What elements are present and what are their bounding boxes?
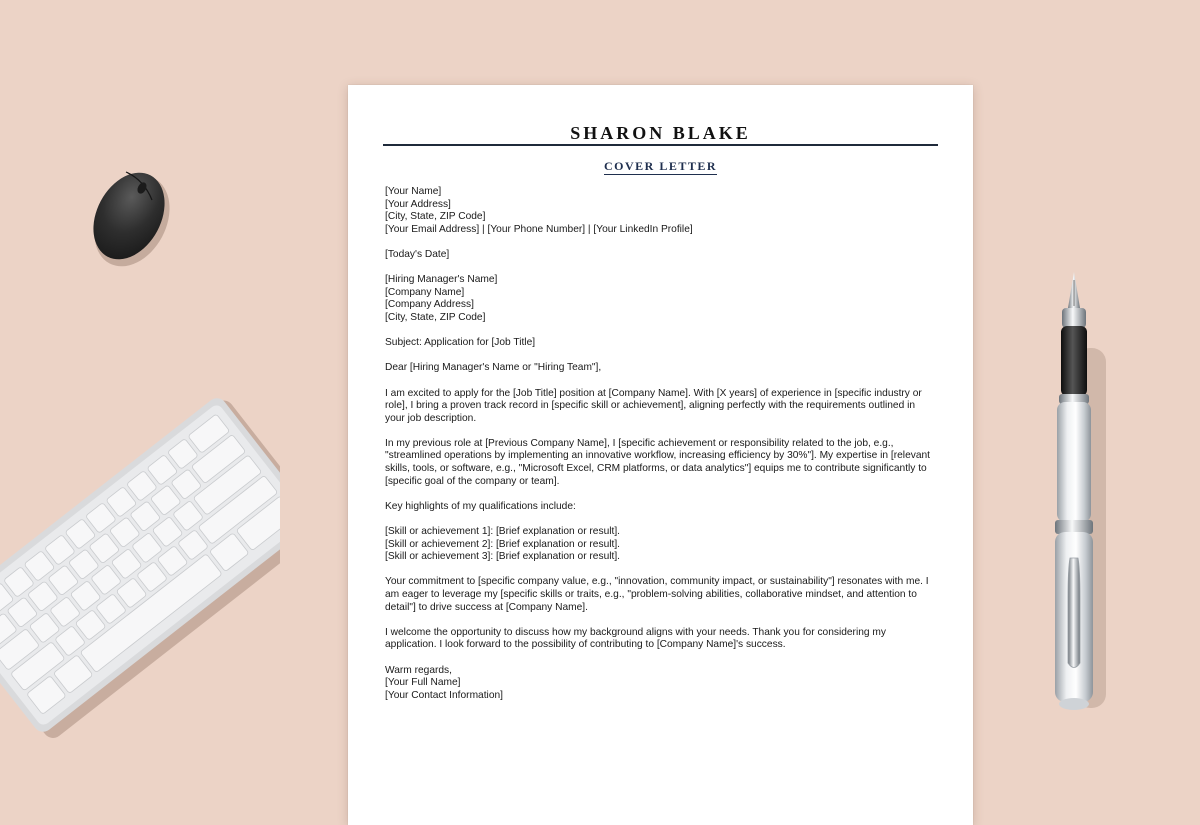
recipient-block [385, 274, 940, 324]
highlight-item: [Skill or achievement 1]: [Brief explanation or result]. [385, 526, 620, 538]
recipient-line: [City, State, ZIP Code] [385, 311, 486, 323]
recipient-line: [Company Name] [385, 286, 465, 298]
header-divider [383, 144, 938, 146]
highlights-intro: Key highlights of my qualifications include: [385, 500, 576, 512]
paragraph-experience [385, 438, 940, 488]
recipient-line: [Hiring Manager's Name] [385, 274, 498, 286]
paragraph-line: I am excited to apply for the [Job Title] position at [Company Name]. With [X years] of experience in [specific industry or [385, 387, 922, 399]
sender-line: [City, State, ZIP Code] [385, 211, 486, 223]
paragraph-line: Your commitment to [specific company value, e.g., "innovation, community impact, or sustainability"] resonates with me. I [385, 576, 929, 588]
paragraph-line: detail"] to drive success at [Company Name]. [385, 601, 588, 613]
fountain-pen-icon [1040, 268, 1108, 718]
signature-block [385, 665, 940, 703]
sender-line: [Your Address] [385, 198, 451, 210]
paragraph-line: role], I bring a proven track record in [specific skill or achievement], aligning perfectly with the requirements outlined in [385, 400, 916, 412]
highlight-item: [Skill or achievement 2]: [Brief explanation or result]. [385, 538, 620, 550]
letter-date: [Today's Date] [385, 248, 450, 260]
paragraph-line: am eager to leverage my [specific skills or traits, e.g., "problem-solving abilities, collaborative mindset, and attention to [385, 589, 917, 600]
letter-subject: Subject: Application for [Job Title] [385, 337, 536, 349]
sender-line: [Your Name] [385, 186, 442, 197]
document-subtitle [348, 159, 973, 174]
highlights-list [385, 526, 940, 564]
applicant-name: SHARON BLAKE [570, 123, 751, 143]
paragraph-line: application. I look forward to the possibility of contributing to [Company Name]'s success. [385, 639, 786, 651]
cover-letter-page [348, 85, 973, 825]
highlight-item: [Skill or achievement 3]: [Brief explanation or result]. [385, 551, 620, 563]
sender-block [385, 186, 940, 236]
paragraph-line: I welcome the opportunity to discuss how my background aligns with your needs. Thank you for considering my [385, 626, 886, 638]
recipient-line: [Company Address] [385, 299, 474, 311]
sign-off: Warm regards, [385, 664, 452, 676]
paragraph-closing [385, 627, 940, 652]
signature-contact: [Your Contact Information] [385, 689, 503, 701]
paragraph-line: skills, tools, or software, e.g., "Microsoft Excel, CRM platforms, or data analytics"] equips me to contribute significantly to [385, 463, 927, 475]
paragraph-line: In my previous role at [Previous Company Name], I [specific achievement or responsibility related to the job, e.g., [385, 437, 894, 449]
signature-name: [Your Full Name] [385, 677, 461, 689]
computer-mouse-icon [86, 164, 172, 270]
paragraph-line: your job description. [385, 412, 477, 424]
keyboard-icon [0, 380, 280, 740]
paragraph-line: "streamlined operations by implementing an innovative workflow, increasing efficiency by 30%"]. My expertise in [relevant [385, 450, 930, 462]
paragraph-values [385, 576, 940, 614]
letter-salutation: Dear [Hiring Manager's Name or "Hiring Team"], [385, 362, 602, 374]
letter-body [385, 186, 940, 702]
document-subtitle-text: COVER LETTER [603, 159, 718, 173]
paragraph-intro [385, 388, 940, 426]
sender-line: [Your Email Address] | [Your Phone Number] | [Your LinkedIn Profile] [385, 223, 693, 235]
paragraph-line: [specific goal of the company or team]. [385, 475, 560, 487]
